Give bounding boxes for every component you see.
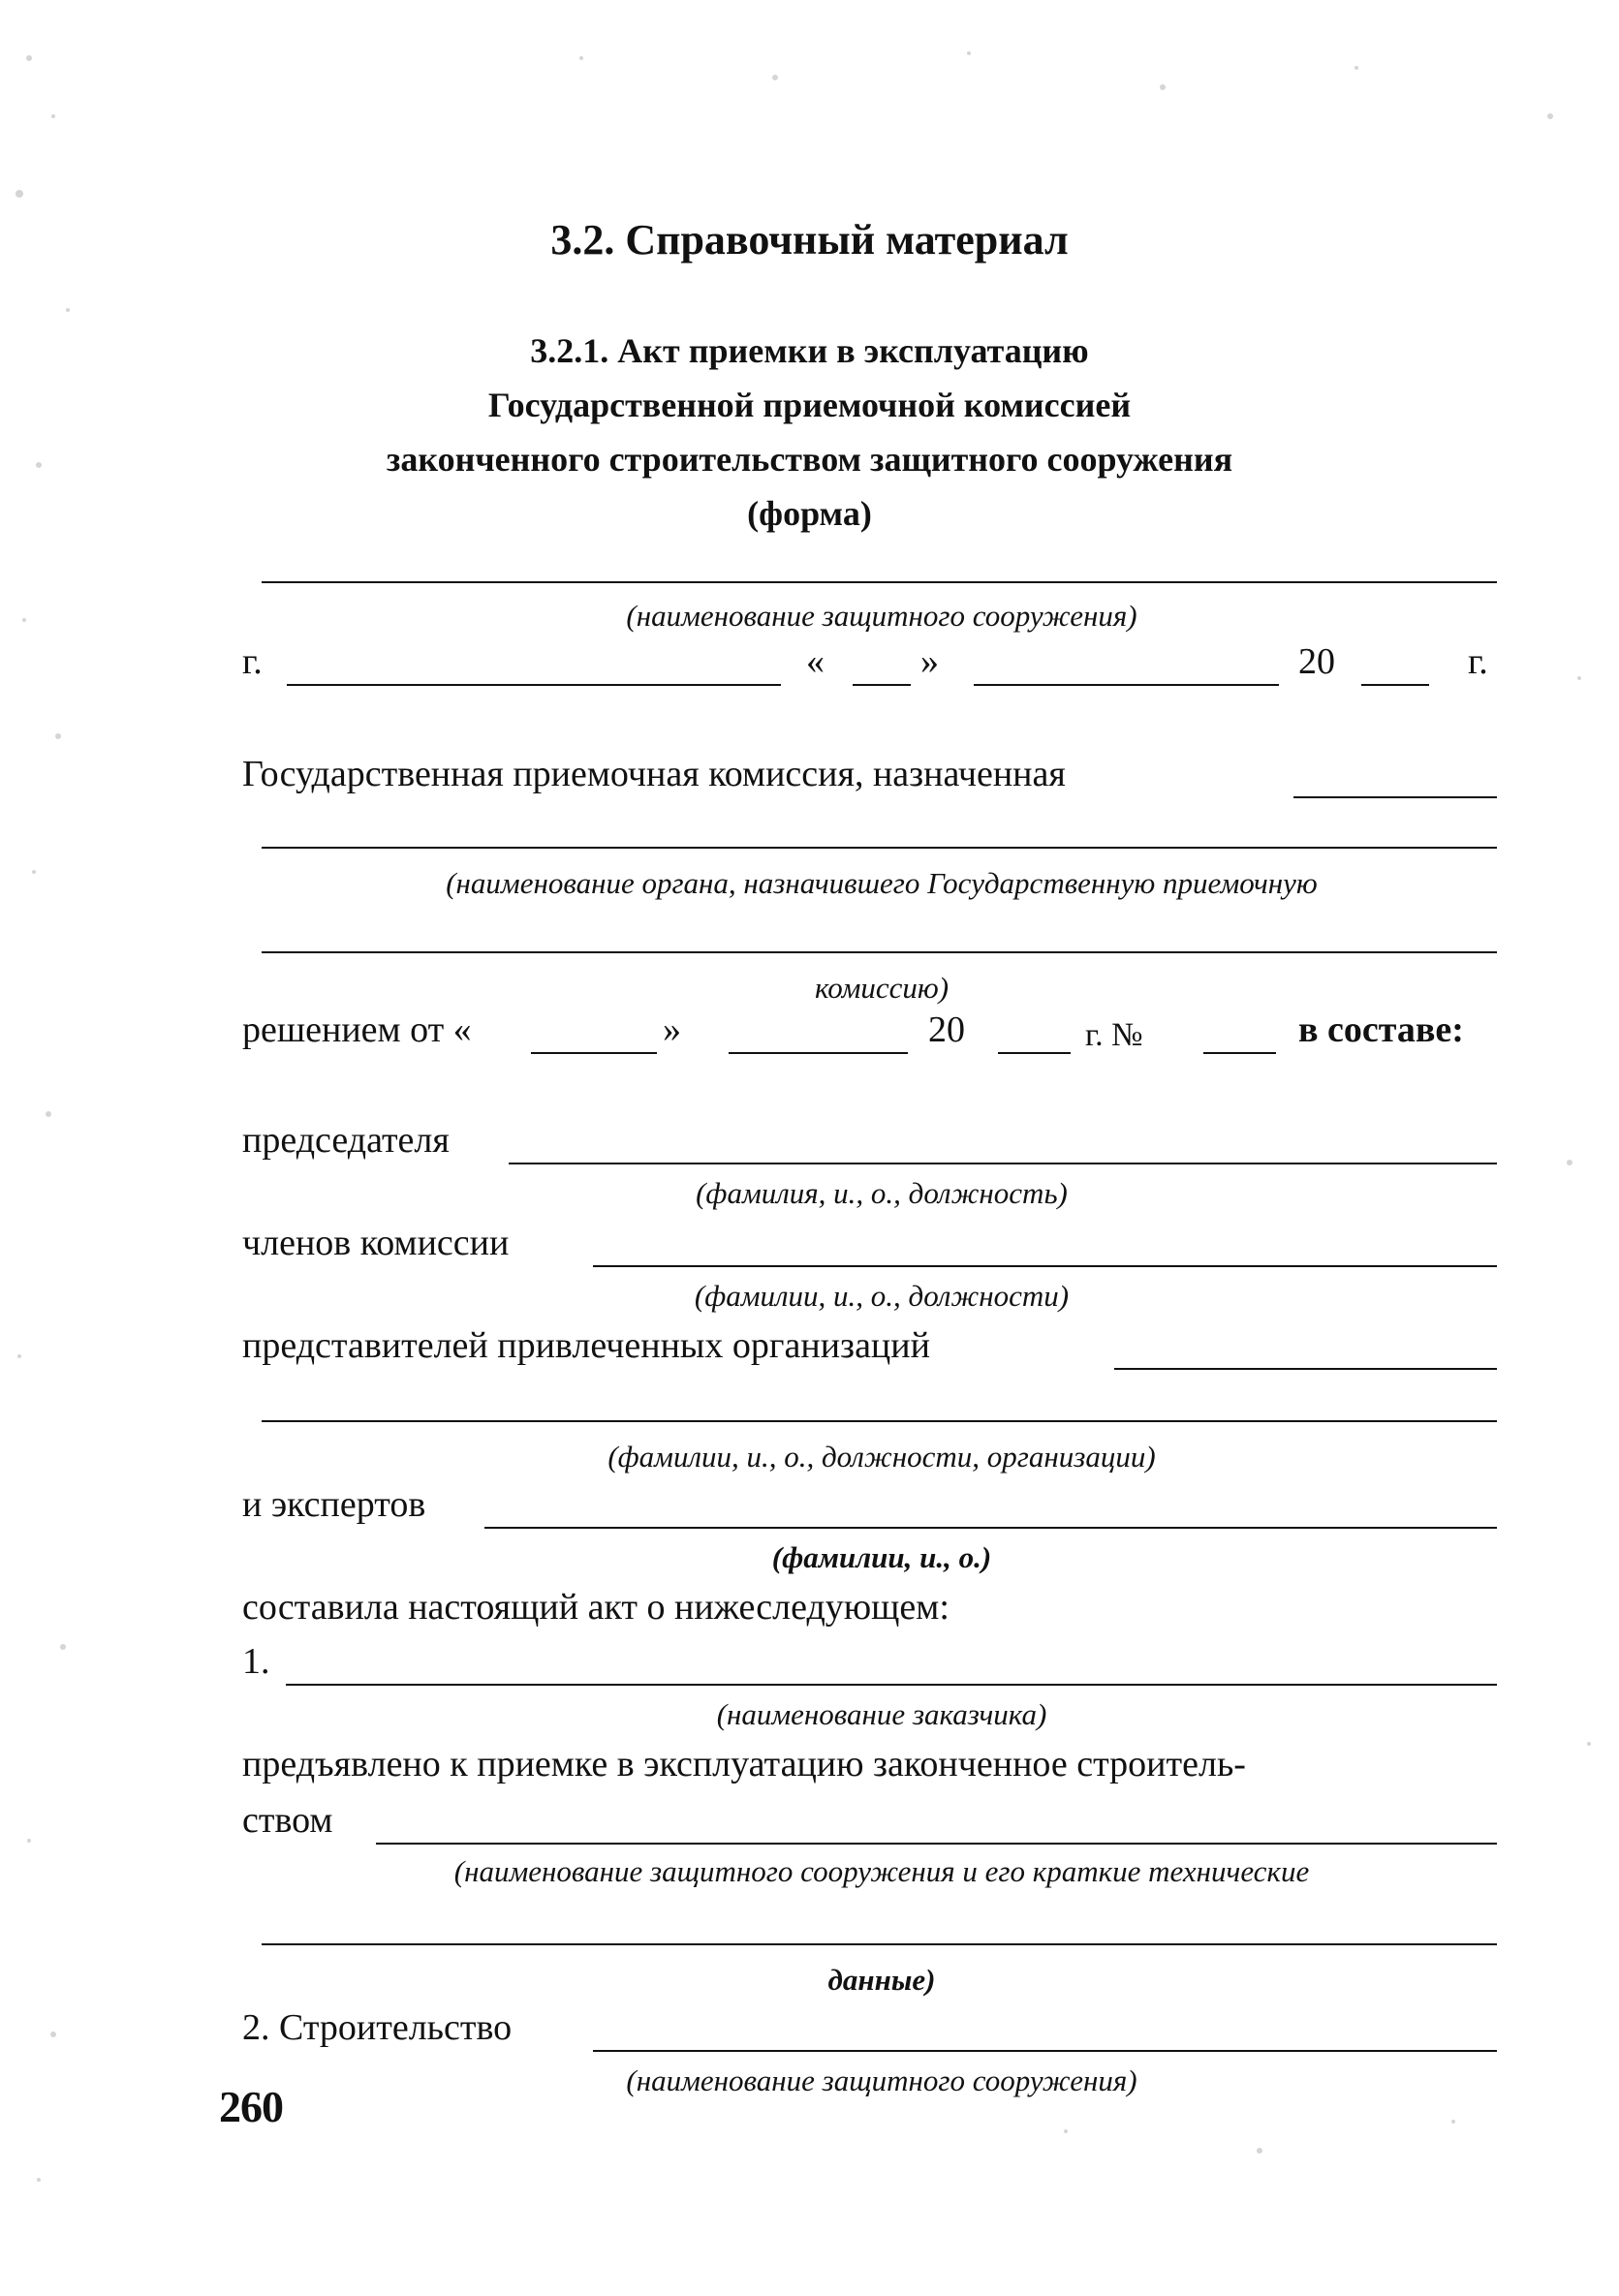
experts-label: и экспертов <box>242 1484 426 1525</box>
subsection-title-line1: 3.2.1. Акт приемки в эксплуатацию <box>530 331 1089 370</box>
commission-label: Государственная приемочная комиссия, назначенная <box>242 754 1066 794</box>
caption-experts: (фамилии, и., о.) <box>771 1540 992 1574</box>
customer-field[interactable] <box>286 1684 1497 1686</box>
item2-label: 2. Строительство <box>242 2007 513 2048</box>
chairman-label: председателя <box>242 1120 450 1161</box>
caption-chairman: (фамилия, и., о., должность) <box>696 1176 1068 1210</box>
appointing-body-field-2[interactable] <box>262 847 1497 849</box>
appointing-body-field-3[interactable] <box>262 951 1497 953</box>
structure-tech-field-1[interactable] <box>376 1843 1497 1845</box>
caption-representatives: (фамилии, и., о., должности, организации) <box>607 1440 1156 1474</box>
year-suffix: г. <box>1468 641 1488 682</box>
decision-year-field[interactable] <box>998 1052 1071 1054</box>
presented-text-line1: предъявлено к приемке в эксплуатацию законченное строитель- <box>242 1744 1246 1784</box>
decision-year-prefix: 20 <box>928 1009 965 1050</box>
year-field[interactable] <box>1361 684 1429 686</box>
appointing-body-field-1[interactable] <box>1293 796 1497 798</box>
structure-tech-field-2[interactable] <box>262 1943 1497 1945</box>
subsection-title-line4: (форма) <box>747 494 872 533</box>
quote-close: » <box>920 641 939 682</box>
presented-text-line2: ством <box>242 1800 333 1841</box>
construction-field[interactable] <box>593 2050 1497 2052</box>
decision-day-field[interactable] <box>531 1052 657 1054</box>
decision-label: решением от « <box>242 1009 472 1050</box>
caption-appointing-body-line2: комиссию) <box>814 971 950 1005</box>
structure-name-field[interactable] <box>262 581 1497 583</box>
subsection-title-line2: Государственной приемочной комиссией <box>487 386 1132 424</box>
page-number: 260 <box>219 2082 283 2131</box>
representatives-label: представителей привлеченных организаций <box>242 1325 930 1366</box>
caption-tech-line2: данные) <box>827 1963 936 1997</box>
quote-open: « <box>806 641 825 682</box>
caption-structure-name: (наименование защитного сооружения) <box>626 599 1137 633</box>
decision-number-label: г. № <box>1085 1017 1143 1053</box>
decision-month-field[interactable] <box>729 1052 908 1054</box>
subsection-title-line3: законченного строительством защитного сооружения <box>386 440 1233 479</box>
compiled-text: составила настоящий акт о нижеследующем: <box>242 1587 950 1628</box>
section-title: 3.2. Справочный материал <box>550 216 1069 264</box>
city-prefix: г. <box>242 641 263 682</box>
experts-field[interactable] <box>484 1527 1497 1529</box>
composition-label: в составе: <box>1298 1009 1464 1050</box>
chairman-field[interactable] <box>509 1163 1497 1164</box>
caption-customer: (наименование заказчика) <box>716 1697 1047 1731</box>
city-field[interactable] <box>287 684 781 686</box>
representatives-field-1[interactable] <box>1114 1368 1497 1370</box>
members-field[interactable] <box>593 1265 1497 1267</box>
caption-construction: (наименование защитного сооружения) <box>626 2063 1137 2097</box>
decision-number-field[interactable] <box>1203 1052 1276 1054</box>
caption-appointing-body-line1: (наименование органа, назначившего Государственную приемочную <box>446 866 1318 900</box>
year-prefix: 20 <box>1298 641 1335 682</box>
month-field[interactable] <box>974 684 1279 686</box>
representatives-field-2[interactable] <box>262 1420 1497 1422</box>
caption-members: (фамилии, и., о., должности) <box>694 1279 1070 1313</box>
day-field[interactable] <box>853 684 911 686</box>
decision-quote-close: » <box>663 1009 681 1050</box>
item1-number: 1. <box>242 1641 270 1682</box>
members-label: членов комиссии <box>242 1223 510 1263</box>
caption-tech-line1: (наименование защитного сооружения и его краткие технические <box>453 1854 1310 1888</box>
